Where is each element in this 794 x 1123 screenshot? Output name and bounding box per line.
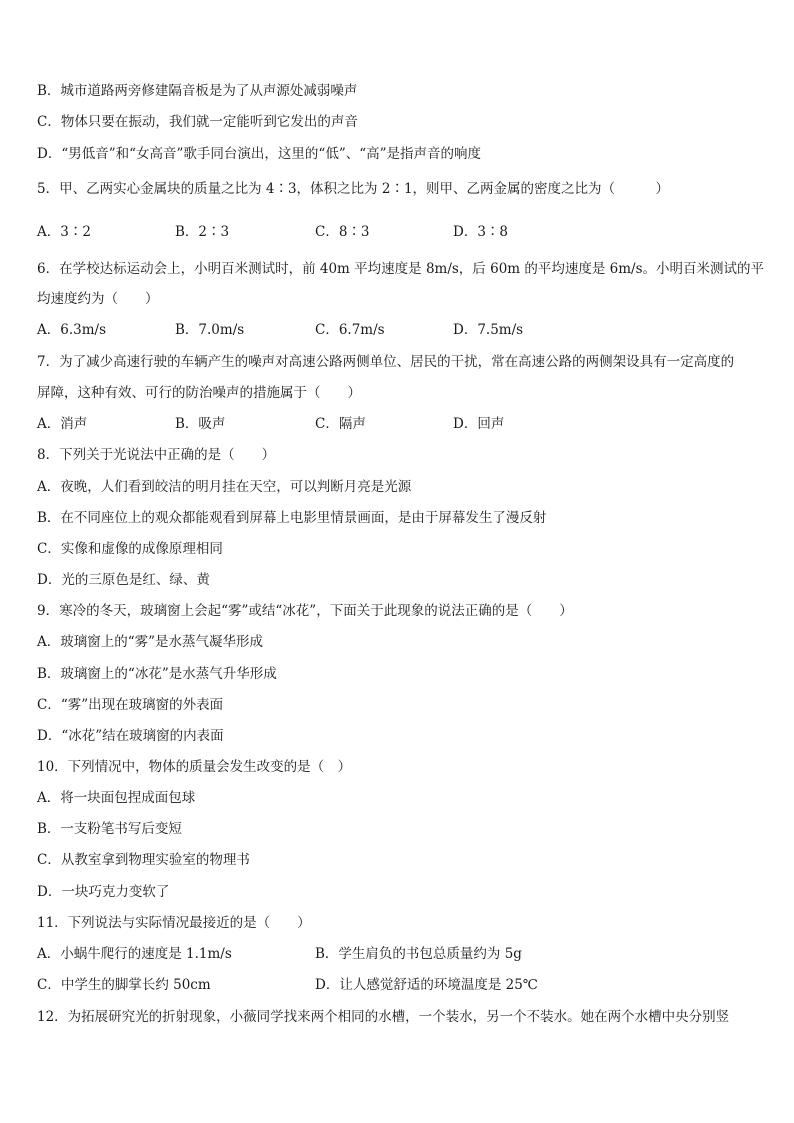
q8-option-d: D．光的三原色是红、绿、黄	[37, 572, 210, 588]
q11-option-c: C．中学生的脚掌长约 50cm	[37, 977, 211, 993]
q8-stem: 8．下列关于光说法中正确的是（ ）	[37, 447, 276, 463]
q8-option-a: A．夜晚，人们看到皎洁的明月挂在天空，可以判断月亮是光源	[37, 479, 412, 495]
q12-stem-line1: 12．为拓展研究光的折射现象，小薇同学找来两个相同的水槽，一个装水，另一个不装水。她在两个水槽中央分别竖	[37, 1009, 730, 1025]
q9-option-b: B．玻璃窗上的“冰花”是水蒸气升华形成	[37, 666, 277, 682]
q8-option-b: B．在不同座位上的观众都能观看到屏幕上电影里情景画面，是由于屏幕发生了漫反射	[37, 510, 547, 526]
q8-option-c: C．实像和虚像的成像原理相同	[37, 541, 223, 557]
q6-stem-line2: 均速度约为（ ）	[37, 291, 159, 307]
q4-option-d: D．“男低音”和“女高音”歌手同台演出，这里的“低”、“高”是指声音的响度	[37, 146, 482, 162]
q5-stem: 5．甲、乙两实心金属块的质量之比为 4∶3，体积之比为 2∶1，则甲、乙两金属的密度之比为（ ）	[37, 181, 670, 197]
q10-option-d: D．一块巧克力变软了	[37, 884, 170, 900]
q6-option-a: A．6.3m/s	[37, 322, 106, 338]
q7-option-a: A．消声	[37, 416, 88, 432]
q5-option-c: C．8∶3	[315, 224, 370, 240]
q7-stem-line2: 屏障，这种有效、可行的防治噪声的措施属于（ ）	[37, 385, 361, 401]
q10-option-a: A．将一块面包捏成面包球	[37, 790, 196, 806]
q11-option-d: D．让人感觉舒适的环境温度是 25℃	[315, 977, 538, 993]
q7-option-b: B．吸声	[175, 416, 226, 432]
q10-option-c: C．从教室拿到物理实验室的物理书	[37, 852, 250, 868]
q6-option-c: C．6.7m/s	[315, 322, 385, 338]
q6-option-b: B．7.0m/s	[175, 322, 245, 338]
q7-option-d: D．回声	[453, 416, 505, 432]
q10-option-b: B．一支粉笔书写后变短	[37, 821, 182, 837]
q4-option-b: B．城市道路两旁修建隔音板是为了从声源处减弱噪声	[37, 83, 358, 99]
q10-stem: 10．下列情况中，物体的质量会发生改变的是（ ）	[37, 759, 352, 775]
q5-option-d: D．3∶8	[453, 224, 509, 240]
q9-option-d: D．“冰花”结在玻璃窗的内表面	[37, 728, 224, 744]
q7-option-c: C．隔声	[315, 416, 366, 432]
q5-option-a: A．3∶2	[37, 224, 91, 240]
q9-stem: 9．寒冷的冬天，玻璃窗上会起“雾”或结“冰花”，下面关于此现象的说法正确的是（ ）	[37, 603, 573, 619]
q5-option-b: B．2∶3	[175, 224, 230, 240]
q4-option-c: C．物体只要在振动，我们就一定能听到它发出的声音	[37, 114, 358, 130]
q6-option-d: D．7.5m/s	[453, 322, 524, 338]
q11-option-a: A．小蜗牛爬行的速度是 1.1m/s	[37, 946, 232, 962]
q9-option-a: A．玻璃窗上的“雾”是水蒸气凝华形成	[37, 634, 264, 650]
q11-option-b: B．学生肩负的书包总质量约为 5g	[315, 946, 522, 962]
q11-stem: 11．下列说法与实际情况最接近的是（ ）	[37, 915, 311, 931]
q7-stem-line1: 7．为了减少高速行驶的车辆产生的噪声对高速公路两侧单位、居民的干扰，常在高速公路的两侧架设具有一定高度的	[37, 354, 735, 370]
q9-option-c: C．“雾”出现在玻璃窗的外表面	[37, 697, 224, 713]
q6-stem-line1: 6．在学校达标运动会上，小明百米测试时，前 40m 平均速度是 8m/s，后 60m 的平均速度是 6m/s。小明百米测试的平	[37, 261, 765, 277]
